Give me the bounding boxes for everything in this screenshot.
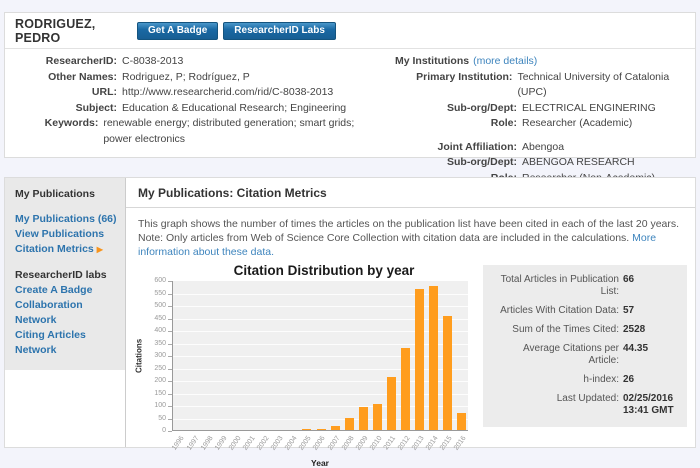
x-tick-label: 2016 (453, 434, 468, 452)
x-tick-label: 2000 (227, 434, 243, 452)
bar-2008 (345, 418, 354, 430)
y-tick-label: 400 (154, 327, 166, 334)
stat-label: Average Citations per Article: (523, 343, 619, 366)
y-tick-label: 150 (154, 389, 166, 397)
sidebar-item-view-publications[interactable]: View Publications (15, 228, 105, 240)
stat-label: Last Updated: (556, 393, 619, 404)
x-tick-label: 1998 (199, 434, 215, 452)
sidebar-section-my-publications: My Publications (15, 188, 95, 200)
x-tick-label: 2003 (270, 434, 285, 452)
chart-yaxis-ticks (146, 277, 172, 434)
sidebar-item-create-a-badge[interactable]: Create A Badge (15, 284, 93, 296)
x-tick-label: 2009 (354, 434, 370, 452)
chart-xlabels (172, 431, 468, 458)
bar-2009 (359, 407, 368, 430)
x-tick-label: 1997 (185, 434, 201, 452)
field-sub-org-2 (383, 155, 695, 171)
bar-2012 (401, 348, 410, 431)
bar-2005 (302, 429, 311, 430)
sidebar-item-label: Citation Metrics (15, 243, 94, 255)
field-value: Rodriguez, P; Rodríguez, P (122, 70, 250, 83)
content-panel (4, 177, 696, 468)
field-label: Keywords: (44, 117, 99, 129)
field-value: renewable energy; distributed generation; smart grids; power electronics (103, 117, 355, 145)
y-tick-label: 50 (158, 414, 166, 422)
institutions-title: My Institutions (395, 55, 470, 67)
field-value: ELECTRICAL ENGINERING (522, 101, 656, 114)
stat-label: Total Articles in Publication List: (500, 274, 619, 297)
profile-panel (4, 12, 696, 168)
x-tick-label: 2007 (326, 434, 342, 452)
field-other-names (5, 70, 383, 86)
profile-name: RODRIGUEZ, PEDRO (15, 17, 96, 45)
stat-value: 57 (623, 305, 635, 316)
field-label: Role: (490, 117, 517, 129)
description-line1: This graph shows the number of times the articles on the publication list have been cited in each of the last 20 years. (138, 218, 680, 230)
x-tick-label: 1996 (171, 434, 187, 452)
chart-and-stats (126, 263, 695, 468)
institutions-title-row (383, 54, 695, 70)
field-primary-institution (383, 70, 695, 101)
sidebar-item-citation-metrics[interactable] (15, 242, 117, 257)
profile-header (5, 13, 695, 49)
field-url (5, 85, 383, 101)
sidebar-item-citing-articles-network[interactable]: Citing Articles Network (15, 329, 86, 356)
x-tick-label: 2001 (241, 434, 257, 452)
stat-value: 66 (623, 274, 635, 285)
y-tick-label: 600 (154, 277, 166, 284)
institutions-section (383, 54, 695, 186)
bar-2013 (415, 289, 424, 430)
y-tick-label: 300 (154, 352, 166, 359)
field-value: http://www.researcherid.com/rid/C-8038-2013 (122, 86, 334, 98)
y-tick-label: 100 (154, 402, 166, 409)
stat-label: Articles With Citation Data: (500, 305, 619, 316)
stat-value: 44.35 (623, 343, 649, 354)
main-content (125, 178, 695, 468)
stat-label: Sum of the Times Cited: (512, 324, 619, 335)
stat-label: h-index: (583, 374, 619, 385)
y-axis-title: Citations (134, 338, 144, 374)
x-tick-label: 1999 (213, 434, 229, 452)
x-tick-label: 2014 (425, 434, 440, 452)
y-tick-label: 200 (154, 377, 166, 384)
x-tick-label: 2011 (383, 434, 398, 452)
stat-last-updated (491, 393, 679, 417)
citation-stats-panel (483, 265, 687, 427)
field-value: Education & Educational Research; Engineering (122, 101, 347, 114)
field-label: URL: (91, 86, 117, 98)
field-sub-org-1 (383, 101, 695, 117)
sidebar-item-my-publications[interactable]: My Publications (66) (15, 213, 117, 225)
y-tick-label: 250 (154, 364, 166, 372)
stat-value: 2528 (623, 324, 646, 335)
stat-total-articles (491, 274, 679, 298)
researcherid-labs-button[interactable]: ResearcherID Labs (223, 22, 336, 40)
x-tick-label: 2002 (255, 434, 271, 452)
field-label: Sub-org/Dept: (447, 101, 517, 114)
y-tick-label: 500 (154, 302, 166, 309)
x-tick-label: 2004 (284, 434, 299, 452)
field-label: Sub-org/Dept: (447, 156, 517, 168)
get-a-badge-button[interactable]: Get A Badge (137, 22, 218, 40)
field-joint-affiliation (383, 140, 695, 156)
field-role-1 (383, 116, 695, 132)
chart-description (138, 217, 683, 259)
stat-articles-with-citation-data (491, 305, 679, 317)
bar-2014 (429, 286, 438, 430)
field-label: Primary Institution: (416, 70, 513, 83)
x-tick-label: 2012 (396, 434, 412, 452)
profile-fields (5, 54, 383, 186)
chart-body (132, 277, 476, 434)
x-tick-label: 2006 (312, 434, 328, 452)
y-tick-label: 450 (154, 314, 166, 322)
stat-value: 02/25/2016 13:41 GMT (623, 393, 674, 416)
field-value: Researcher (Academic) (522, 117, 633, 129)
profile-info (5, 49, 695, 186)
more-details-link[interactable]: (more details) (473, 55, 538, 67)
x-tick-label: 2008 (340, 434, 356, 452)
sidebar-section-researcherid-labs: ResearcherID labs (15, 269, 107, 281)
bar-2011 (387, 377, 396, 430)
note-text: Note: Only articles from Web of Science Core Collection with citation data are included in the calculations. (138, 232, 630, 244)
y-tick-label: 0 (162, 427, 166, 434)
x-tick-label: 2013 (411, 434, 426, 452)
page-title: My Publications: Citation Metrics (126, 178, 695, 208)
y-tick-label: 350 (154, 339, 166, 347)
sidebar-item-collaboration-network[interactable]: Collaboration Network (15, 299, 83, 326)
chart-plot (172, 281, 468, 431)
field-value: Technical University of Catalonia (UPC) (517, 70, 670, 98)
x-tick-label: 2005 (298, 434, 313, 452)
field-label: Joint Affiliation: (437, 140, 517, 153)
bar-2007 (331, 426, 340, 431)
field-keywords (5, 116, 383, 147)
citation-chart (132, 263, 476, 468)
bar-2016 (457, 413, 466, 431)
stat-value: 26 (623, 374, 635, 385)
chart-title: Citation Distribution by year (233, 263, 415, 278)
stat-average-citations (491, 343, 679, 367)
stat-sum-times-cited (491, 324, 679, 336)
stat-h-index (491, 374, 679, 386)
field-value: C-8038-2013 (122, 55, 184, 67)
y-tick-label: 550 (154, 289, 166, 297)
active-arrow-icon: ▶ (96, 245, 103, 254)
sidebar-menu (5, 178, 125, 370)
field-subject (5, 101, 383, 117)
field-label: ResearcherID: (45, 55, 117, 67)
more-information-link[interactable]: More information about these data. (138, 232, 657, 258)
field-value: Abengoa (522, 140, 565, 153)
field-value: ABENGOA RESEARCH (522, 156, 635, 168)
x-tick-label: 2010 (368, 434, 384, 452)
field-label: Subject: (75, 101, 117, 114)
field-label: Other Names: (48, 70, 117, 83)
x-axis-title: Year (311, 458, 329, 468)
x-tick-label: 2015 (439, 434, 454, 452)
bar-2010 (373, 404, 382, 430)
bar-2015 (443, 316, 452, 431)
bar-2006 (317, 429, 326, 430)
field-researcherid (5, 54, 383, 70)
sidebar (5, 178, 125, 447)
